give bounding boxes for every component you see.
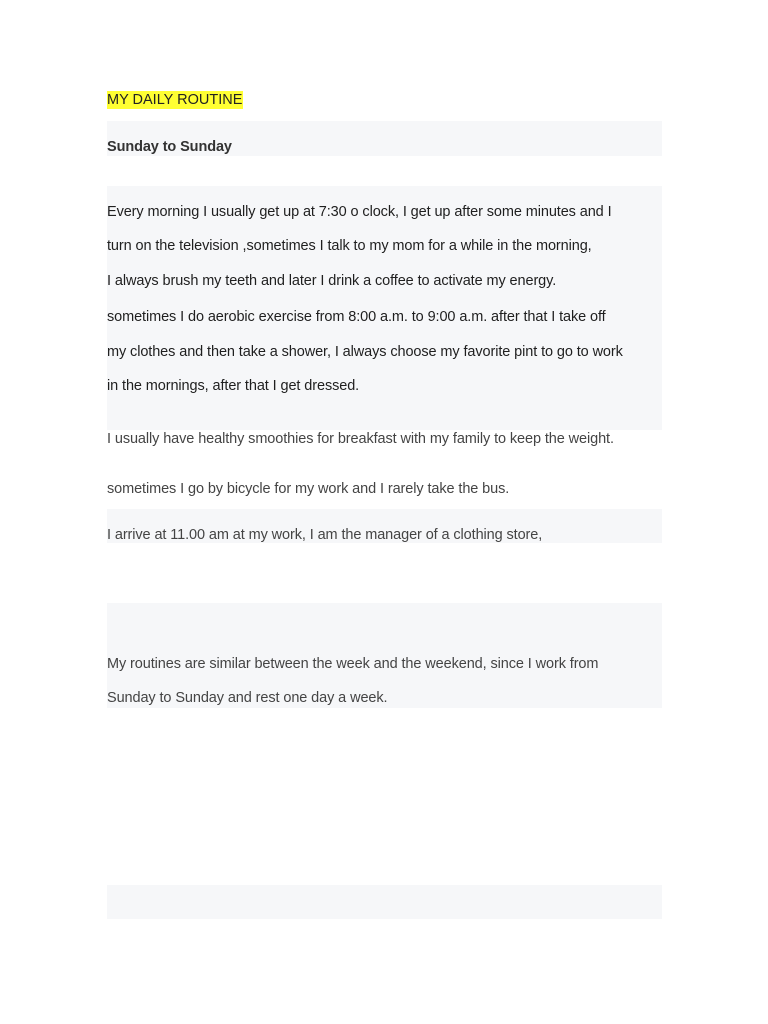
transport-line: sometimes I go by bicycle for my work and I rarely take the bus. xyxy=(107,481,510,497)
document-title: MY DAILY ROUTINE xyxy=(107,92,243,108)
paragraph-line-3: I always brush my teeth and later I drink a coffee to activate my energy. xyxy=(107,273,557,289)
paragraph-line-6: in the mornings, after that I get dressed. xyxy=(107,378,360,394)
conclusion-line-2: Sunday to Sunday and rest one day a week. xyxy=(107,690,388,706)
breakfast-line: I usually have healthy smoothies for breakfast with my family to keep the weight. xyxy=(107,431,614,447)
work-line: I arrive at 11.00 am at my work, I am the manager of a clothing store, xyxy=(107,527,543,543)
paragraph-line-4: sometimes I do aerobic exercise from 8:00 a.m. to 9:00 a.m. after that I take off xyxy=(107,309,606,325)
conclusion-line-1: My routines are similar between the week and the weekend, since I work from xyxy=(107,656,599,672)
paragraph-line-5: my clothes and then take a shower, I always choose my favorite pint to go to work xyxy=(107,344,623,360)
paragraph-line-2: turn on the television ,sometimes I talk to my mom for a while in the morning, xyxy=(107,238,592,254)
footer-band xyxy=(107,885,662,919)
document-subtitle: Sunday to Sunday xyxy=(107,139,232,155)
paragraph-line-1: Every morning I usually get up at 7:30 o clock, I get up after some minutes and I xyxy=(107,204,612,220)
